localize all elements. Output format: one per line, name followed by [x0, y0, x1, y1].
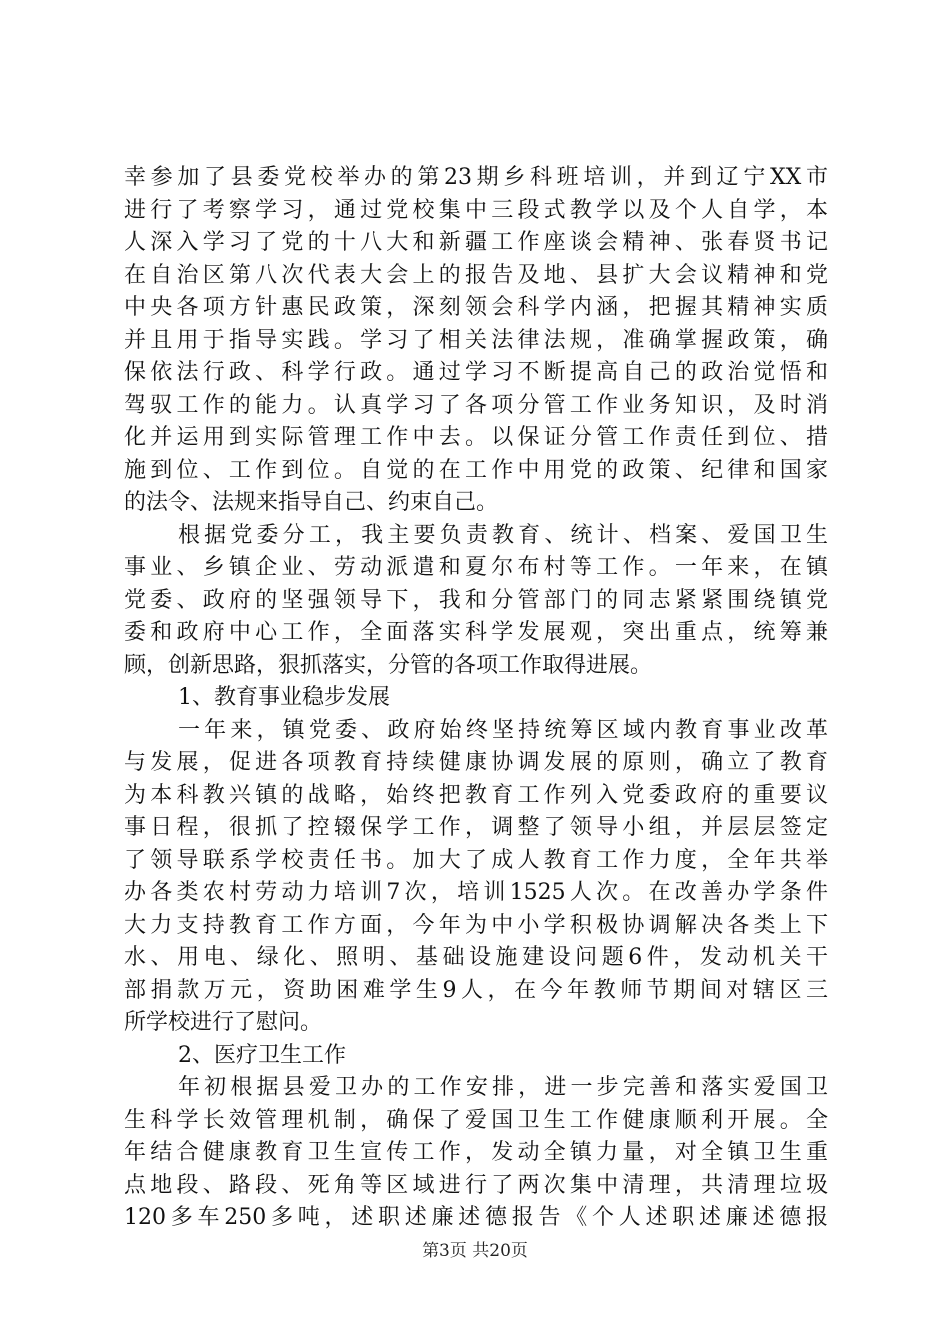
text-line: 党委、政府的坚强领导下，我和分管部门的同志紧紧围绕镇党: [124, 587, 828, 613]
text-line: 了领导联系学校责任书。加大了成人教育工作力度，全年共举: [124, 847, 828, 873]
text-line: 化并运用到实际管理工作中去。以保证分管工作责任到位、措: [124, 425, 828, 450]
text-line: 中央各项方针惠民政策，深刻领会科学内涵，把握其精神实质: [124, 295, 828, 320]
text-line: 人深入学习了党的十八大和新疆工作座谈会精神、张春贤书记: [124, 230, 828, 255]
text-line: 施到位、工作到位。自觉的在工作中用党的政策、纪律和国家: [124, 457, 828, 483]
text-line: 部捐款万元，资助困难学生9人，在今年教师节期间对辖区三: [124, 977, 828, 1003]
body-text: [124, 162, 828, 1235]
text-line: 顾，创新思路，狠抓落实，分管的各项工作取得进展。: [124, 652, 653, 678]
text-line: 保依法行政、科学行政。通过学习不断提高自己的政治觉悟和: [124, 360, 828, 385]
text-line: 并且用于指导实践。学习了相关法律法规，准确掌握政策，确: [124, 327, 828, 353]
text-line: 事日程，很抓了控辍保学工作，调整了领导小组，并层层签定: [124, 815, 828, 840]
text-line: 幸参加了县委党校举办的第23期乡科班培训，并到辽宁XX市: [124, 165, 828, 190]
paragraph-first-line: 一年来，镇党委、政府始终坚持统筹区域内教育事业改革: [178, 717, 828, 743]
text-line: 所学校进行了慰问。: [124, 1010, 323, 1035]
text-line: 大力支持教育工作方面，今年为中小学积极协调解决各类上下: [124, 912, 828, 938]
text-line: 120多车250多吨，述职述廉述德报告《个人述职述廉述德报: [124, 1205, 828, 1230]
text-line: 生科学长效管理机制，确保了爱国卫生工作健康顺利开展。全: [124, 1107, 828, 1133]
section-heading: 2、医疗卫生工作: [178, 1042, 346, 1068]
text-line: 在自治区第八次代表大会上的报告及地、县扩大会议精神和党: [124, 262, 828, 288]
text-line: 委和政府中心工作，全面落实科学发展观，突出重点，统筹兼: [124, 620, 828, 645]
text-line: 为本科教兴镇的战略，始终把教育工作列入党委政府的重要议: [124, 782, 828, 808]
text-line: 事业、乡镇企业、劳动派遣和夏尔布村等工作。一年来，在镇: [124, 555, 828, 580]
page-number-footer: 第3页 共20页: [422, 1241, 528, 1261]
paragraph-first-line: 年初根据县爱卫办的工作安排，进一步完善和落实爱国卫: [178, 1075, 828, 1100]
text-line: 进行了考察学习，通过党校集中三段式教学以及个人自学，本: [124, 197, 828, 223]
text-line: 与发展，促进各项教育持续健康协调发展的原则，确立了教育: [124, 750, 828, 775]
text-line: 驾驭工作的能力。认真学习了各项分管工作业务知识，及时消: [124, 392, 828, 418]
text-line: 办各类农村劳动力培训7次，培训1525人次。在改善办学条件: [124, 880, 828, 905]
section-heading: 1、教育事业稳步发展: [178, 685, 390, 710]
text-line: 年结合健康教育卫生宣传工作，发动全镇力量，对全镇卫生重: [124, 1140, 828, 1165]
text-line: 的法令、法规来指导自己、约束自己。: [124, 490, 499, 515]
text-line: 点地段、路段、死角等区域进行了两次集中清理，共清理垃圾: [124, 1172, 828, 1198]
text-line: 水、用电、绿化、照明、基础设施建设问题6件，发动机关干: [124, 945, 828, 970]
paragraph-first-line: 根据党委分工，我主要负责教育、统计、档案、爱国卫生: [178, 522, 828, 548]
